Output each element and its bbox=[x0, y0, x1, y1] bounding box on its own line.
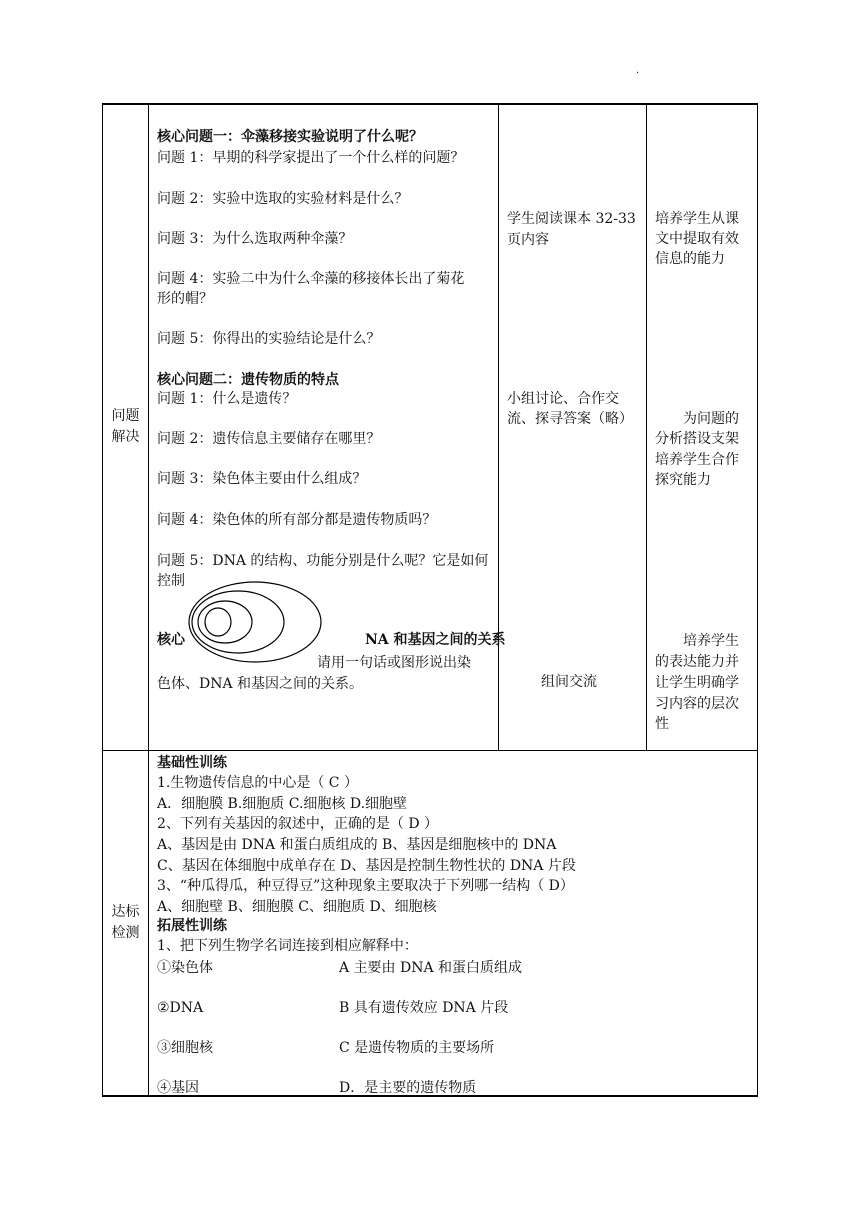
match-definition: A 主要由 DNA 和蛋白质组成 bbox=[339, 959, 523, 976]
match-definition: B 具有遗传效应 DNA 片段 bbox=[339, 999, 509, 1016]
outer-ellipse bbox=[189, 582, 321, 662]
purpose-line: 文中提取有效 bbox=[655, 231, 739, 247]
purpose-line: 的表达能力并 bbox=[655, 654, 739, 670]
test-content-cell bbox=[149, 750, 758, 1096]
nested-ellipses-diagram bbox=[185, 579, 325, 665]
page-mark: . bbox=[636, 65, 640, 76]
purpose-line: 性 bbox=[655, 716, 669, 732]
exercise-line: 2、下列有关基因的叙述中，正确的是（ D ） bbox=[157, 815, 439, 832]
problem-content-cell bbox=[149, 104, 506, 750]
activity-line: 流、探寻答案（略） bbox=[507, 411, 633, 427]
question-line: 问题 5：你得出的实验结论是什么？ bbox=[157, 331, 381, 347]
question-line: 问题 1：早期的科学家提出了一个什么样的问题？ bbox=[157, 150, 465, 166]
label-line: 问题 bbox=[111, 408, 140, 425]
activity-line: 页内容 bbox=[507, 232, 549, 248]
question-line: 问题 3：染色体主要由什么组成？ bbox=[157, 471, 367, 487]
test-row bbox=[103, 750, 758, 1096]
core-question-3-title-left: 核心 bbox=[157, 632, 185, 648]
question-line: 问题 5：DNA 的结构、功能分别是什么呢？它是如何 bbox=[157, 553, 489, 569]
exercise-line: 1.生物遗传信息的中心是（ C ） bbox=[157, 774, 358, 791]
purpose-cell bbox=[647, 104, 758, 750]
problem-row bbox=[103, 104, 758, 750]
core-question-1-title: 核心问题一：伞藻移接实验说明了什么呢？ bbox=[157, 129, 423, 145]
core-question-3-line: 色体、DNA 和基因之间的关系。 bbox=[157, 676, 364, 692]
purpose-line: 习内容的层次 bbox=[655, 696, 739, 712]
activity-cell bbox=[499, 104, 647, 750]
core-question-3-title-right: NA 和基因之间的关系 bbox=[365, 632, 506, 648]
question-line: 形的帽？ bbox=[157, 291, 213, 307]
extension-intro: 1、把下列生物学名词连接到相应解释中： bbox=[157, 937, 418, 954]
exercise-line: 3、“种瓜得瓜，种豆得豆”这种现象主要取决于下列哪一结构（ D） bbox=[157, 877, 574, 894]
activity-line: 组间交流 bbox=[541, 674, 597, 690]
problem-section-label bbox=[103, 104, 149, 750]
exercise-line: A．细胞膜 B.细胞质 C.细胞核 D.细胞壁 bbox=[157, 795, 408, 812]
purpose-line: 培养学生从课 bbox=[655, 211, 739, 227]
match-term: ④基因 bbox=[157, 1079, 199, 1096]
label-line: 达标 bbox=[111, 903, 140, 920]
purpose-line: 探究能力 bbox=[655, 472, 711, 488]
question-line: 问题 3：为什么选取两种伞藻？ bbox=[157, 231, 353, 247]
basic-training-title: 基础性训练 bbox=[157, 754, 227, 771]
question-line: 问题 2：遗传信息主要储存在哪里？ bbox=[157, 431, 381, 447]
question-line: 控制 bbox=[157, 573, 185, 589]
label-line: 检测 bbox=[111, 924, 140, 941]
purpose-line: 分析搭设支架 bbox=[655, 431, 739, 447]
match-term: ①染色体 bbox=[157, 959, 213, 976]
question-line: 问题 2：实验中选取的实验材料是什么？ bbox=[157, 191, 409, 207]
match-term: ③细胞核 bbox=[157, 1039, 213, 1056]
exercise-line: A、基因是由 DNA 和蛋白质组成的 B、基因是细胞核中的 DNA bbox=[157, 836, 557, 853]
purpose-line: 培养学生 bbox=[683, 633, 739, 649]
question-line: 问题 4：染色体的所有部分都是遗传物质吗？ bbox=[157, 512, 437, 528]
match-term: ②DNA bbox=[157, 999, 204, 1016]
core-question-3-line: 请用一句话或图形说出染 bbox=[317, 655, 471, 671]
label-line: 解决 bbox=[111, 429, 140, 446]
activity-line: 学生阅读课本 32-33 bbox=[507, 211, 636, 227]
purpose-line: 为问题的 bbox=[683, 411, 739, 427]
purpose-line: 信息的能力 bbox=[655, 251, 725, 267]
extension-training-title: 拓展性训练 bbox=[157, 917, 227, 934]
lesson-table bbox=[102, 103, 758, 1097]
match-definition: D．是主要的遗传物质 bbox=[339, 1079, 477, 1096]
activity-line: 小组讨论、合作交 bbox=[507, 391, 619, 407]
purpose-line: 让学生明确学 bbox=[655, 675, 739, 691]
exercise-line: C、基因在体细胞中成单存在 D、基因是控制生物性状的 DNA 片段 bbox=[157, 857, 576, 874]
test-section-label bbox=[103, 750, 149, 1096]
core-question-2-title: 核心问题二：遗传物质的特点 bbox=[157, 372, 339, 388]
exercise-line: A、细胞壁 B、细胞膜 C、细胞质 D、细胞核 bbox=[157, 898, 437, 915]
match-definition: C 是遗传物质的主要场所 bbox=[339, 1039, 495, 1056]
question-line: 问题 4：实验二中为什么伞藻的移接体长出了菊花 bbox=[157, 271, 465, 287]
purpose-line: 培养学生合作 bbox=[655, 452, 739, 468]
question-line: 问题 1：什么是遗传？ bbox=[157, 391, 297, 407]
